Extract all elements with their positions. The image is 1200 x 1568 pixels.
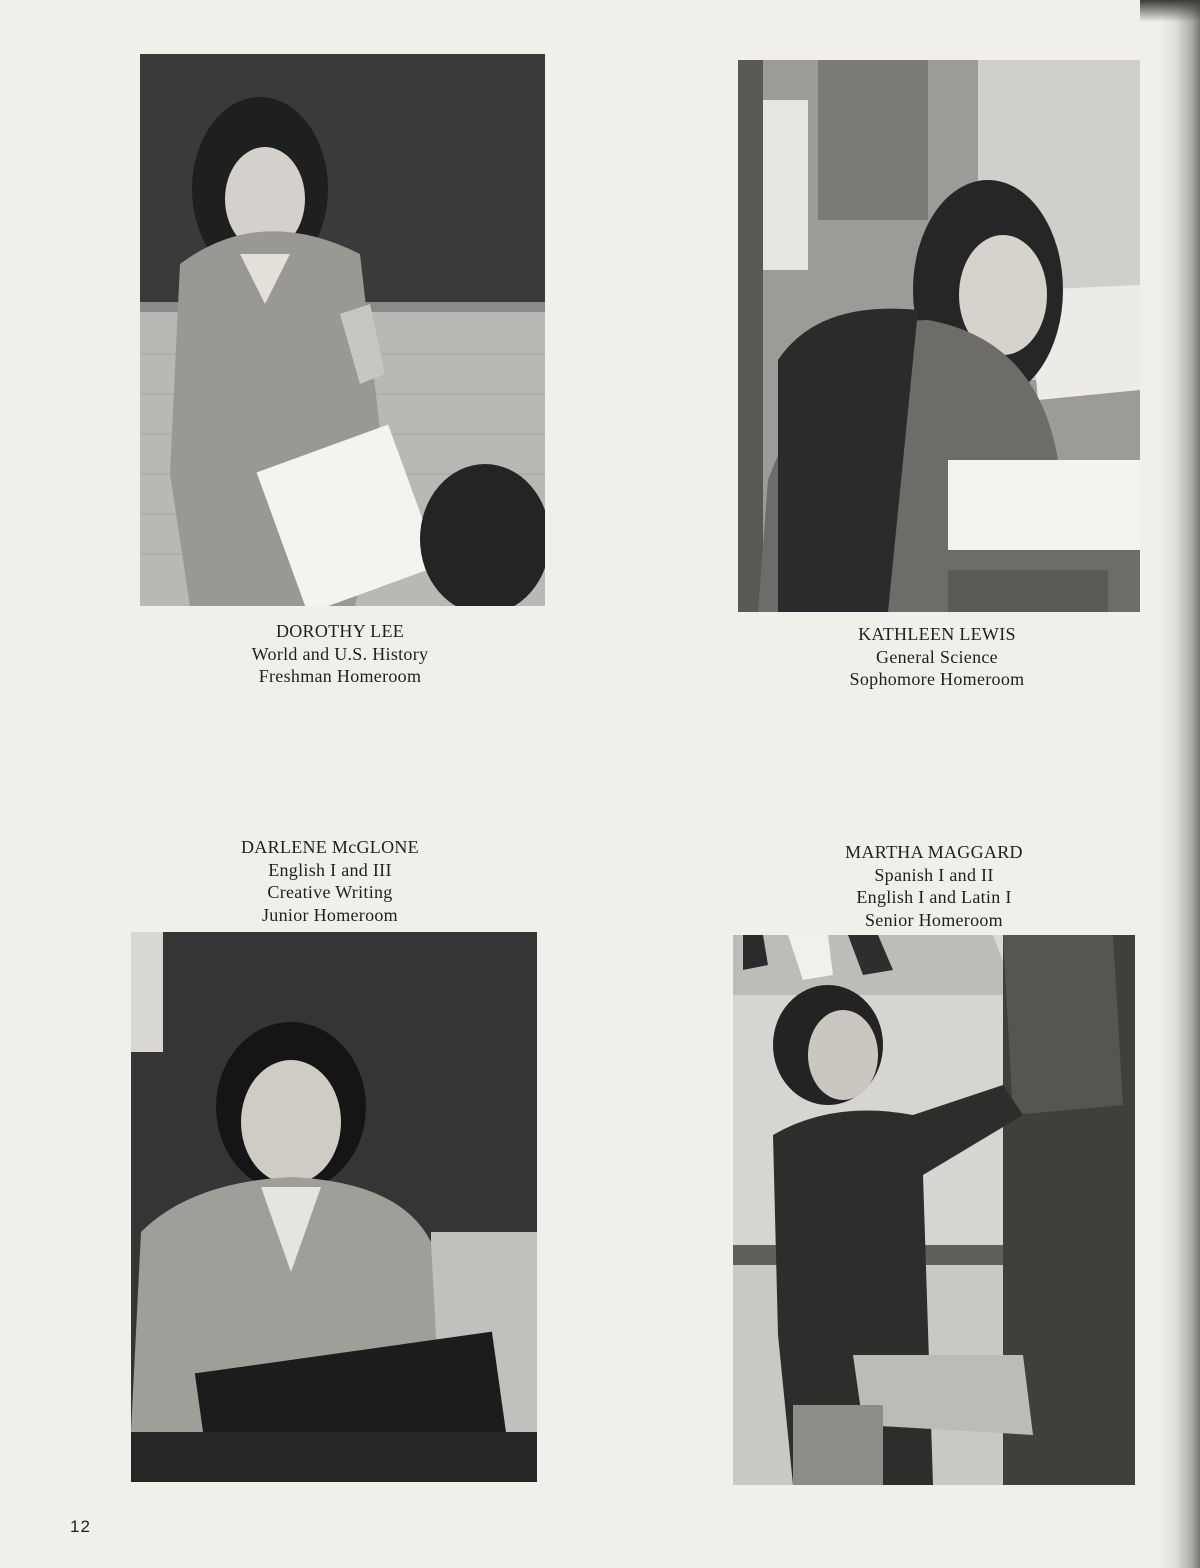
teacher-name: DARLENE McGLONE [241, 837, 419, 857]
page-corner-shadow [1140, 0, 1200, 22]
photo-illustration [738, 60, 1140, 612]
teacher-subject: General Science [876, 646, 998, 667]
teacher-subject: English I and Latin I [856, 887, 1012, 907]
teacher-name: MARTHA MAGGARD [845, 842, 1023, 862]
teacher-subject: Creative Writing [267, 882, 393, 902]
page-number: 12 [70, 1517, 91, 1536]
teacher-caption-martha-maggard [784, 841, 1084, 931]
page-binding-shadow [1160, 0, 1200, 1568]
photo-illustration [131, 932, 537, 1482]
teacher-caption-dorothy-lee [190, 620, 490, 688]
teacher-subject: Spanish I and II [874, 864, 994, 885]
teacher-photo-kathleen-lewis [738, 60, 1140, 612]
photo-illustration [733, 935, 1135, 1485]
teacher-caption-darlene-mcglone [180, 836, 480, 926]
teacher-photo-dorothy-lee [140, 54, 545, 606]
teacher-subject: World and U.S. History [251, 643, 429, 664]
teacher-homeroom: Freshman Homeroom [258, 666, 422, 686]
teacher-photo-darlene-mcglone [131, 932, 537, 1482]
teacher-caption-kathleen-lewis [787, 623, 1087, 691]
teacher-subject: English I and III [268, 859, 392, 880]
teacher-name: KATHLEEN LEWIS [858, 624, 1016, 644]
teacher-homeroom: Sophomore Homeroom [849, 669, 1025, 689]
teacher-photo-martha-maggard [733, 935, 1135, 1485]
teacher-homeroom: Senior Homeroom [865, 909, 1003, 930]
photo-illustration [140, 54, 545, 606]
teacher-name: DOROTHY LEE [275, 621, 405, 641]
teacher-homeroom: Junior Homeroom [262, 904, 398, 925]
